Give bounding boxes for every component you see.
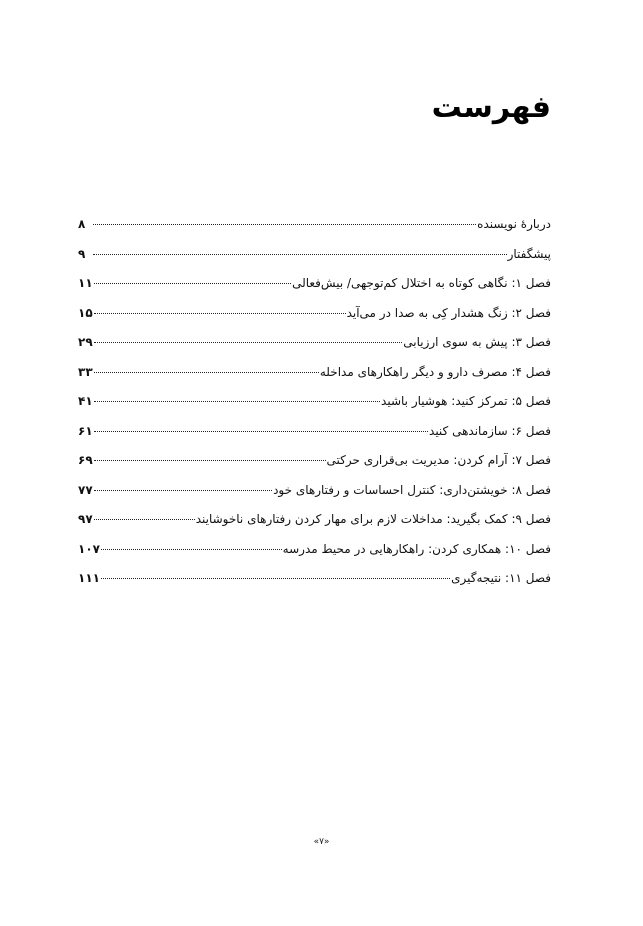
dot-leader [94,273,291,284]
toc-entry-page-number: ۱۱۱ [78,571,100,585]
toc-entry-label: فصل ۱۱: نتیجه‌گیری [451,571,551,585]
toc-entry-page-number: ۸ [78,217,86,231]
toc-entry-chapter-1 [78,269,551,299]
dot-leader [94,391,380,402]
toc-entry-chapter-9 [78,505,551,535]
toc-entry-about-author [78,210,551,240]
toc-entry-page-number: ۱۱ [78,276,93,290]
toc-entry-page-number: ۶۱ [78,423,93,438]
toc-entry-chapter-6 [78,417,551,447]
toc-entry-chapter-7 [78,446,551,476]
dot-leader [94,332,403,343]
page-title: فهرست [431,90,551,125]
dot-leader [94,421,428,432]
toc-entry-page-number: ۳۳ [78,364,93,379]
toc-entry-chapter-8 [78,476,551,506]
toc-entry-label: فصل ۳: پیش به سوی ارزیابی [403,335,551,349]
toc-entry-chapter-3 [78,328,551,358]
toc-entry-page-number: ۷۷ [78,482,93,497]
table-of-contents [78,210,551,594]
toc-entry-label: فصل ۶: سازماندهی کنید [429,423,551,438]
page-folio: «۷» [313,837,330,847]
toc-entry-page-number: ۱۵ [78,305,93,320]
toc-entry-label: فصل ۱۰: همکاری کردن: راهکارهایی در محیط مدرسه [282,541,551,556]
toc-entry-page-number: ۹ [78,246,86,261]
toc-entry-page-number: ۲۹ [78,335,93,349]
toc-entry-label: فصل ۸: خویشتن‌داری: کنترل احساسات و رفتارهای خود [273,482,551,497]
toc-entry-chapter-10 [78,535,551,565]
toc-entry-chapter-4 [78,358,551,388]
toc-entry-chapter-11 [78,564,551,594]
toc-entry-page-number: ۶۹ [78,453,93,467]
toc-entry-page-number: ۴۱ [78,394,93,408]
toc-entry-chapter-5 [78,387,551,417]
dot-leader [94,480,272,491]
dot-leader [101,539,282,550]
dot-leader [93,244,507,255]
toc-entry-label: فصل ۵: تمرکز کنید: هوشیار باشید [381,394,551,408]
toc-entry-label: فصل ۲: زنگ هشدار کِی به صدا در می‌آید [346,305,551,320]
toc-entry-label: فصل ۴: مصرف دارو و دیگر راهکارهای مداخله [319,364,551,379]
toc-entry-chapter-2 [78,299,551,329]
toc-entry-page-number: ۹۷ [78,512,93,526]
dot-leader [93,214,476,225]
dot-leader [101,568,450,579]
toc-entry-label: فصل ۹: کمک بگیرید: مداخلات لازم برای مهار کردن رفتارهای ناخوشایند [195,512,551,526]
toc-entry-page-number: ۱۰۷ [78,541,100,556]
toc-entry-preface [78,240,551,270]
toc-entry-label: فصل ۱: نگاهی کوتاه به اختلال کم‌توجهی/ بیش‌فعالی [292,276,551,290]
dot-leader [94,509,195,520]
toc-entry-label: پیشگفتار [507,246,551,261]
toc-entry-label: دربارهٔ نویسنده [477,217,551,231]
dot-leader [94,362,319,373]
dot-leader [94,450,326,461]
toc-entry-label: فصل ۷: آرام کردن: مدیریت بی‌قراری حرکتی [326,453,551,467]
dot-leader [94,303,346,314]
